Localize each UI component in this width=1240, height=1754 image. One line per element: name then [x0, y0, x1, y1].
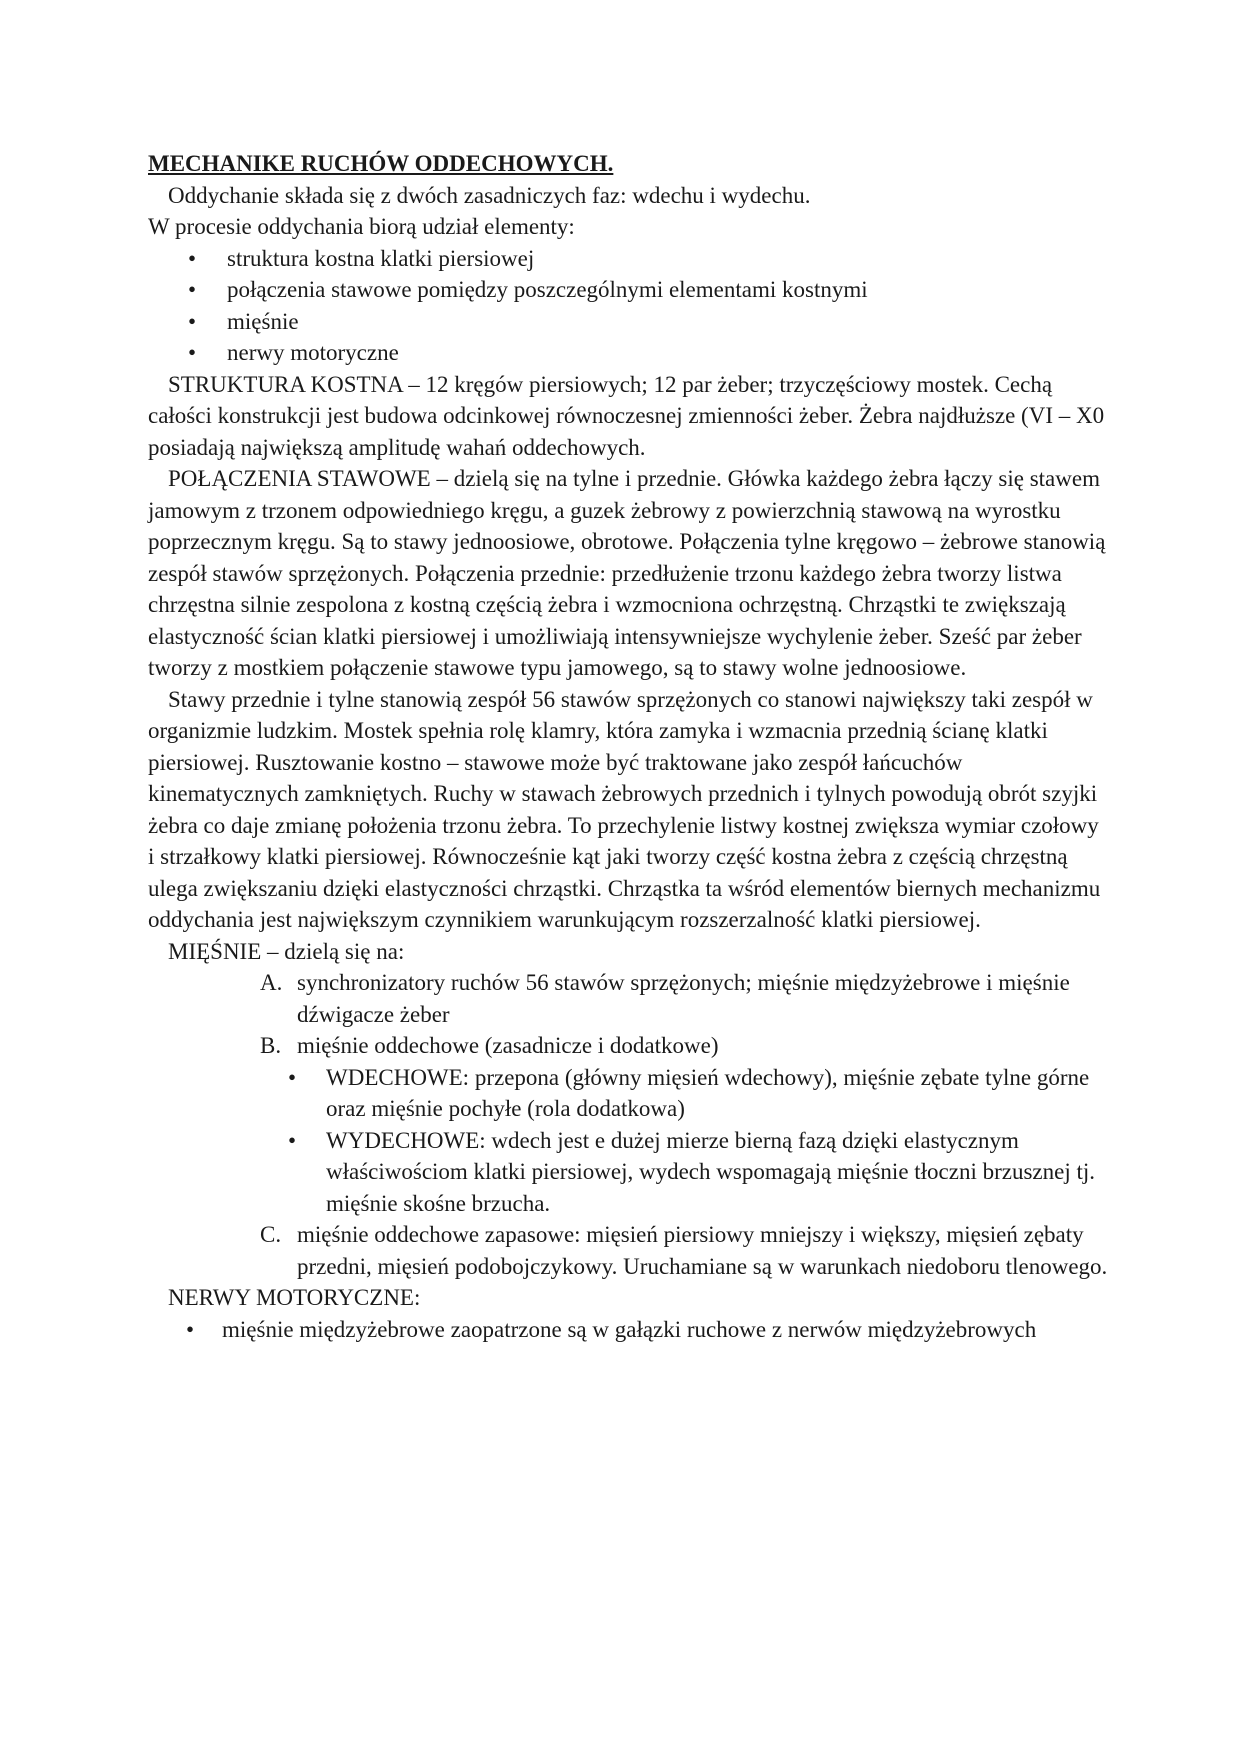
intro-line-1: Oddychanie składa się z dwóch zasadniczych faz: wdechu i wydechu.: [168, 182, 811, 208]
miesnie-heading: MIĘŚNIE: [168, 938, 262, 964]
list-item: C. mięśnie oddechowe zapasowe: mięsień piersiowy mniejszy i większy, mięsień zębaty przedni, mięsień podobojczykowy. Uruchamiane są w warunkach niedoboru tlenowego.: [148, 1219, 1108, 1282]
bullet-icon: •: [188, 245, 197, 271]
list-letter: C.: [260, 1222, 282, 1247]
elements-list: [148, 243, 1108, 369]
list-item: • struktura kostna klatki piersiowej: [148, 243, 1108, 275]
list-item: • mięśnie: [148, 306, 1108, 338]
list-letter: A.: [260, 970, 283, 995]
list-item: • nerwy motoryczne: [148, 337, 1108, 369]
struktura-text: – 12 kręgów piersiowych; 12 par żeber; trzyczęściowy mostek. Cechą całości konstrukcji jest budowa odcinkowej równoczesnej zmienności żeber. Żebra najdłuższe (VI – X0 posiadają największą amplitudę wahań oddechowych.: [148, 371, 1105, 460]
list-item: • WYDECHOWE: wdech jest e dużej mierze bierną fazą dzięki elastycznym właściwościom klatki piersiowej, wydech wspomagają mięśnie tłoczni brzusznej tj. mięśnie skośne brzucha.: [148, 1125, 1108, 1220]
miesnie-paragraph: [148, 936, 1108, 968]
list-item: A. synchronizatory ruchów 56 stawów sprzężonych; mięśnie międzyżebrowe i mięśnie dźwigacze żeber: [148, 967, 1108, 1030]
list-letter: B.: [260, 1033, 282, 1058]
list-item: • mięśnie międzyżebrowe zaopatrzone są w gałązki ruchowe z nerwów międzyżebrowych: [148, 1314, 1108, 1346]
intro-line-2: W procesie oddychania biorą udział elementy:: [148, 214, 575, 239]
list-item: B. mięśnie oddechowe (zasadnicze i dodatkowe): [148, 1030, 1108, 1062]
bullet-icon: •: [188, 340, 197, 365]
struktura-paragraph: [148, 369, 1108, 464]
document-content: [148, 148, 1108, 1345]
bullet-icon: •: [288, 1127, 297, 1153]
miesnie-list-continued: [148, 1219, 1108, 1282]
bullet-icon: •: [186, 1316, 195, 1342]
polaczenia-heading: POŁĄCZENIA STAWOWE: [168, 466, 431, 491]
struktura-heading: STRUKTURA KOSTNA: [168, 371, 403, 397]
nerwy-heading: NERWY MOTORYCZNE:: [168, 1285, 421, 1310]
miesnie-text: – dzielą się na:: [261, 938, 405, 964]
list-item: • WDECHOWE: przepona (główny mięsień wdechowy), mięśnie zębate tylne górne oraz mięśnie pochyłe (rola dodatkowa): [148, 1062, 1108, 1125]
miesnie-b-sublist: [148, 1062, 1108, 1220]
stawy-paragraph: Stawy przednie i tylne stanowią zespół 56 stawów sprzężonych co stanowi największy taki zespół w organizmie ludzkim. Mostek spełnia rolę klamry, która zamyka i wzmacnia przednią ścianę klatki piersiowej. Rusztowanie kostno – stawowe może być traktowane jako zespół łańcuchów kinematycznych zamkniętych. Ruchy w stawach żebrowych przednich i tylnych powodują obrót szyjki żebra co daje zmianę położenia trzonu żebra. To przechylenie listwy kostnej zwiększa wymiar czołowy i strzałkowy klatki piersiowej. Równocześnie kąt jaki tworzy część kostna żebra z częścią chrzęstną ulega zwiększaniu dzięki elastyczności chrząstki. Chrząstka ta wśród elementów biernych mechanizmu oddychania jest największym czynnikiem warunkującym rozszerzalność klatki piersiowej.: [148, 686, 1101, 932]
bullet-icon: •: [288, 1064, 297, 1090]
polaczenia-text: – dzielą się na tylne i przednie. Główka każdego żebra łączy się stawem jamowym z trzonem odpowiedniego kręgu, a guzek żebrowy z powierzchnią stawową na wyrostku poprzecznym kręgu. Są to stawy jednoosiowe, obrotowe. Połączenia tylne kręgowo – żebrowe stanowią zespół stawów sprzężonych. Połączenia przednie: przedłużenie trzonu każdego żebra tworzy listwa chrzęstna silnie zespolona z kostną częścią żebra i wzmocniona ochrzęstną. Chrząstki te zwiększają elastyczność ścian klatki piersiowej i umożliwiają intensywniejsze wychylenie żeber. Sześć par żeber tworzy z mostkiem połączenie stawowe typu jamowego, są to stawy wolne jednoosiowe.: [148, 466, 1106, 680]
list-item: • połączenia stawowe pomiędzy poszczególnymi elementami kostnymi: [148, 274, 1108, 306]
bullet-icon: •: [188, 308, 197, 334]
miesnie-list: [148, 967, 1108, 1062]
nerwy-list: [148, 1314, 1108, 1346]
bullet-icon: •: [188, 277, 197, 302]
document-title: MECHANIKE RUCHÓW ODDECHOWYCH.: [148, 151, 614, 176]
polaczenia-paragraph: [148, 463, 1108, 684]
